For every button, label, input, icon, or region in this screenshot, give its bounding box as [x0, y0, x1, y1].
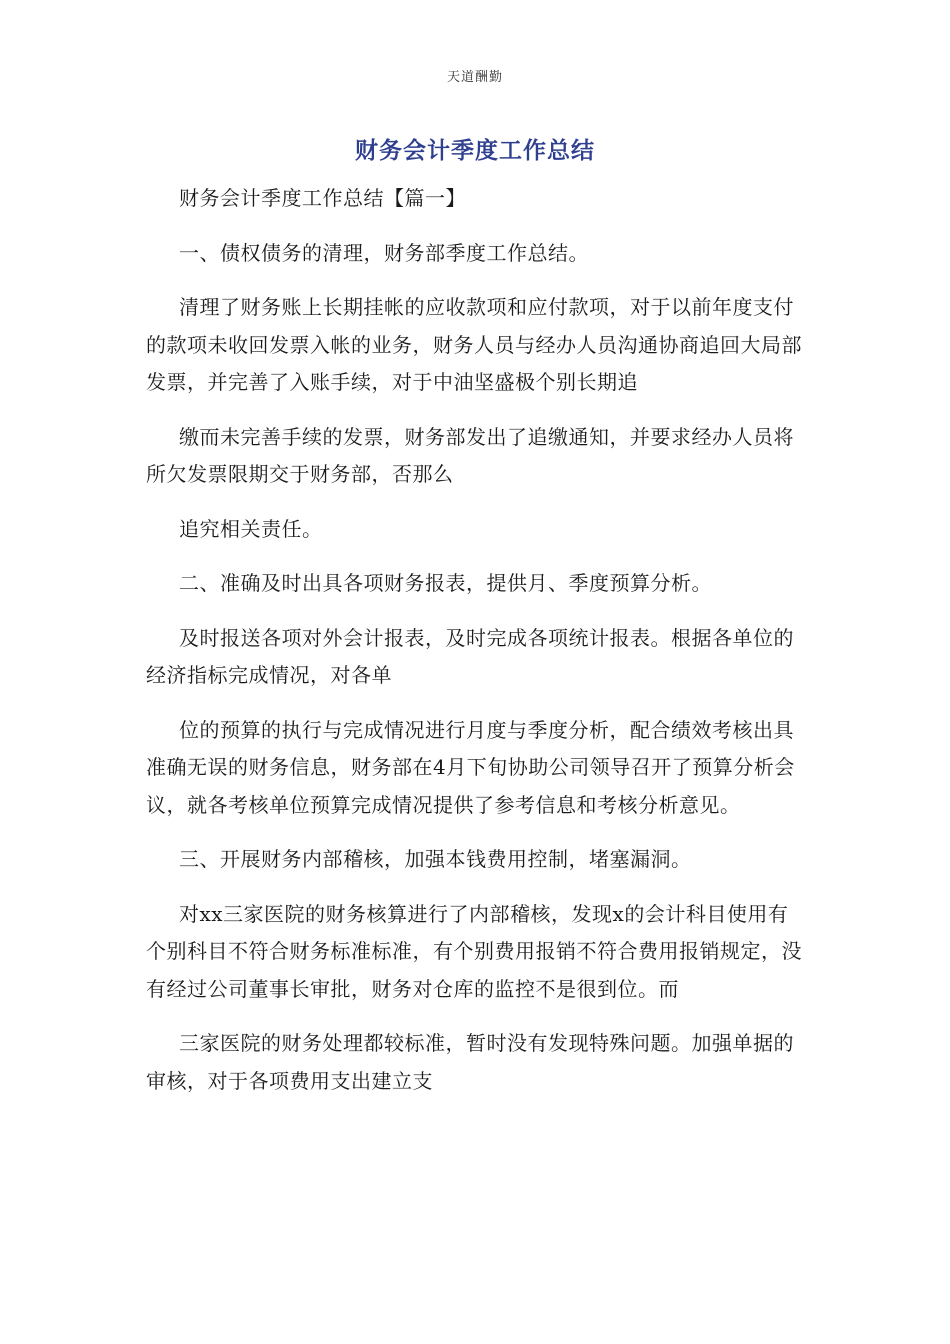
paragraph: 一、债权债务的清理，财务部季度工作总结。 [179, 240, 589, 265]
paragraph: 对xx三家医院的财务核算进行了内部稽核，发现x的会计科目使用有个别科目不符合财务标准标准，有个别费用报销不符合费用报销规定，没有经过公司董事长审批，财务对仓库的监控不是很到位。而 [146, 901, 802, 1001]
document-body [146, 180, 806, 1117]
paragraph: 缴而未完善手续的发票，财务部发出了追缴通知，并要求经办人员将所欠发票限期交于财务部，否那么 [146, 424, 794, 486]
paragraph: 位的预算的执行与完成情况进行月度与季度分析，配合绩效考核出具准确无误的财务信息，财务部在4月下旬协助公司领导召开了预算分析会议，就各考核单位预算完成情况提供了参考信息和考核分析意见。 [146, 717, 795, 817]
paragraph: 清理了财务账上长期挂帐的应收款项和应付款项，对于以前年度支付的款项未收回发票入帐的业务，财务人员与经办人员沟通协商追回大局部发票，并完善了入账手续，对于中油坚盛极个别长期追 [146, 295, 802, 394]
page-header: 天道酬勤 [446, 70, 503, 85]
paragraph: 二、准确及时出具各项财务报表，提供月、季度预算分析。 [179, 571, 712, 595]
document-title: 财务会计季度工作总结 [355, 138, 595, 164]
paragraph: 三、开展财务内部稽核，加强本钱费用控制，堵塞漏洞。 [179, 847, 692, 871]
paragraph: 及时报送各项对外会计报表，及时完成各项统计报表。根据各单位的经济指标完成情况，对各单 [146, 625, 794, 687]
paragraph: 追究相关责任。 [179, 516, 323, 541]
paragraph: 三家医院的财务处理都较标准，暂时没有发现特殊问题。加强单据的审核，对于各项费用支出建立支 [146, 1031, 794, 1093]
paragraph-subtitle: 财务会计季度工作总结【篇一】 [179, 186, 466, 210]
